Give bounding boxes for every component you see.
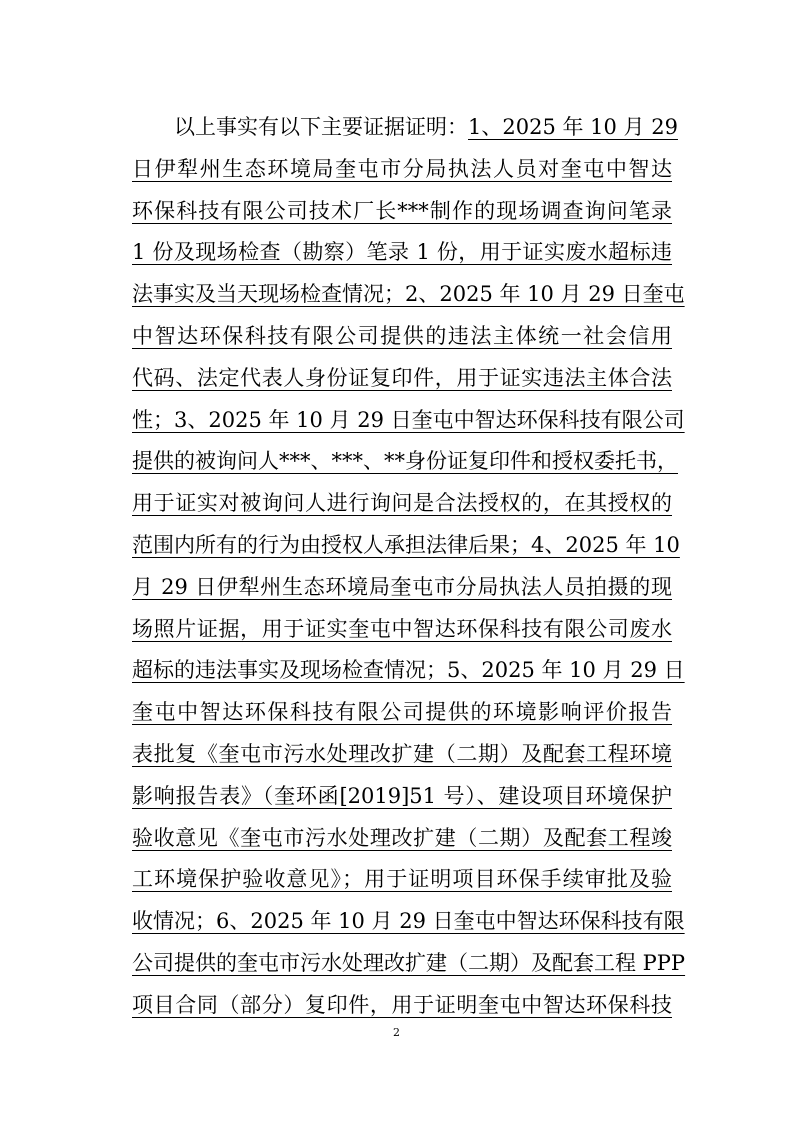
text-line xyxy=(132,985,672,1027)
underlined-evidence-text: 工环境保护验收意见》；用于证明项目环保手续审批及验 xyxy=(132,867,672,892)
text-line xyxy=(132,232,672,274)
underlined-evidence-text: 项目合同（部分）复印件，用于证明奎屯中智达环保科技 xyxy=(132,992,672,1017)
underlined-evidence-text: 中智达环保科技有限公司提供的违法主体统一社会信用 xyxy=(132,323,672,348)
underlined-evidence-text: 法事实及当天现场检查情况；2、2025 年 10 月 29 日奎屯 xyxy=(132,282,685,307)
underlined-evidence-text: 验收意见《奎屯市污水处理改扩建（二期）及配套工程竣 xyxy=(132,825,672,850)
page-number: 2 xyxy=(393,1026,400,1039)
text-line xyxy=(132,316,672,358)
underlined-evidence-text: 提供的被询问人***、***、**身份证复印件和授权委托书， xyxy=(132,449,678,474)
text-line xyxy=(132,191,672,233)
text-line xyxy=(132,859,672,901)
text-line xyxy=(132,567,672,609)
underlined-evidence-text: 公司提供的奎屯市污水处理改扩建（二期）及配套工程 PPP xyxy=(132,950,686,975)
plain-text: 以上事实有以下主要证据证明： xyxy=(174,115,468,139)
underlined-evidence-text: 用于证实对被询问人进行询问是合法授权的，在其授权的 xyxy=(132,491,672,516)
underlined-evidence-text: 1、2025 年 10 月 29 xyxy=(468,115,678,139)
text-line xyxy=(132,609,672,651)
underlined-evidence-text: 1 份及现场检查（勘察）笔录 1 份，用于证实废水超标违 xyxy=(132,240,672,265)
text-line xyxy=(132,692,672,734)
text-line xyxy=(132,943,686,985)
underlined-evidence-text: 月 29 日伊犁州生态环境局奎屯市分局执法人员拍摄的现 xyxy=(132,574,672,599)
text-line xyxy=(132,818,672,860)
text-line xyxy=(132,358,672,400)
underlined-evidence-text: 日伊犁州生态环境局奎屯市分局执法人员对奎屯中智达 xyxy=(132,156,672,181)
text-line xyxy=(132,650,685,692)
text-line xyxy=(132,400,685,442)
text-line xyxy=(132,149,672,191)
text-line xyxy=(132,107,678,149)
text-line xyxy=(132,734,672,776)
text-line xyxy=(132,483,672,525)
underlined-evidence-text: 表批复《奎屯市污水处理改扩建（二期）及配套工程环境 xyxy=(132,741,672,766)
text-line xyxy=(132,776,672,818)
underlined-evidence-text: 收情况；6、2025 年 10 月 29 日奎屯中智达环保科技有限 xyxy=(132,909,685,934)
underlined-evidence-text: 环保科技有限公司技术厂长***制作的现场调查询问笔录 xyxy=(132,198,672,223)
underlined-evidence-text: 代码、法定代表人身份证复印件，用于证实违法主体合法 xyxy=(132,365,672,390)
underlined-evidence-text: 性；3、2025 年 10 月 29 日奎屯中智达环保科技有限公司 xyxy=(132,407,685,432)
underlined-evidence-text: 范围内所有的行为由授权人承担法律后果；4、2025 年 10 xyxy=(132,532,680,557)
text-line xyxy=(132,274,685,316)
underlined-evidence-text: 影响报告表》（奎环函[2019]51 号）、建设项目环境保护 xyxy=(132,783,672,808)
text-line xyxy=(132,441,678,483)
underlined-evidence-text: 超标的违法事实及现场检查情况；5、2025 年 10 月 29 日 xyxy=(132,658,685,683)
underlined-evidence-text: 场照片证据，用于证实奎屯中智达环保科技有限公司废水 xyxy=(132,616,672,641)
text-line xyxy=(132,525,680,567)
body-paragraph xyxy=(132,107,686,1027)
text-line xyxy=(132,901,685,943)
underlined-evidence-text: 奎屯中智达环保科技有限公司提供的环境影响评价报告 xyxy=(132,700,672,725)
